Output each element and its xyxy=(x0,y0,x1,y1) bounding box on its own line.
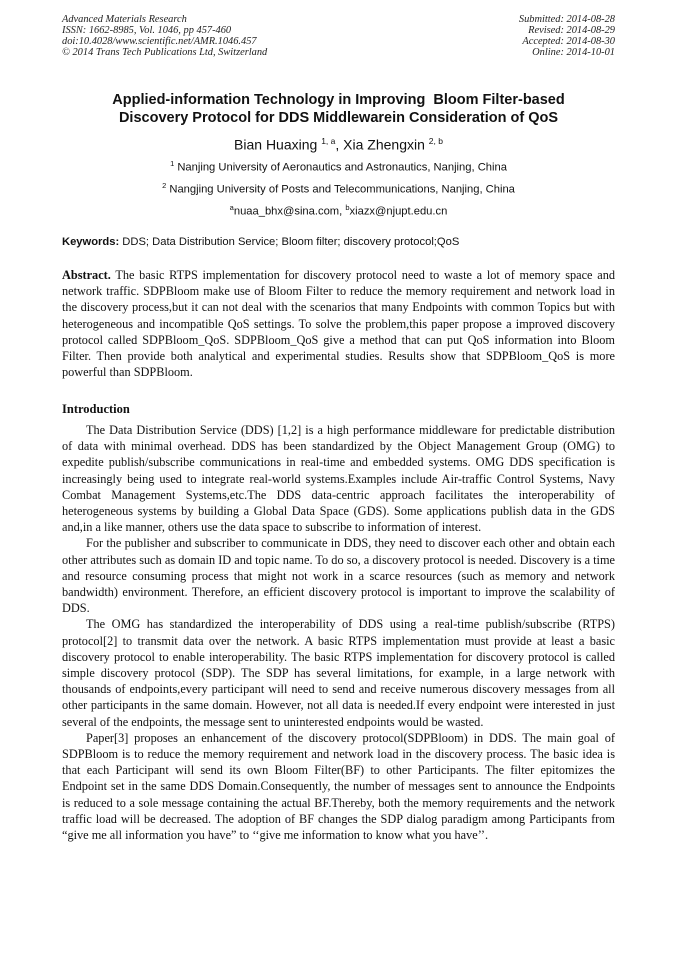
affiliation-1-number: 1 xyxy=(170,159,175,168)
keywords-label: Keywords: xyxy=(62,236,120,248)
revised-date: Revised: 2014-08-29 xyxy=(528,25,615,36)
paper-title xyxy=(62,91,615,127)
author-list xyxy=(62,132,615,154)
keywords-text: DDS; Data Distribution Service; Bloom filter; discovery protocol;QoS xyxy=(119,236,460,248)
affiliation-2 xyxy=(62,179,615,197)
author-1-affiliation: 1, a xyxy=(321,136,336,146)
journal-info xyxy=(62,14,267,58)
intro-paragraph: The Data Distribution Service (DDS) [1,2] is a high performance middleware for predictable distribution of data with minimal overhead. DDS has been standardized by the Object Management Group (OMG) to expedite publish/subscribe communications in real-time and embedded systems. OMG DDS specification is increasingly being used to integrate real-world systems.Examples include Air-traffic Control Systems, Navy Combat Management Systems,etc.The DDS data-centric approach facilitates the interoperability of heterogeneous systems by building a Global Data Space (GDS). Some applications publish data in the GDS and,in a like manner, others use the data space to subscribe to information of interest. xyxy=(62,423,615,535)
intro-paragraph: The OMG has standardized the interoperability of DDS using a real-time publish/subscribe (RTPS) protocol[2] to transmit data over the network. A basic RTPS implementation must provide at least a basic discovery protocol to enable interoperability. The basic RTPS implementation for discovery protocol is called simple discovery protocol (SDP). The SDP has several limitations, for example, in a large network with thousands of endpoints,every participant will need to send and receive numerous discovery messages from all other participants in the same domain. However, not all data is needed.If every endpoint were interested in just several of the endpoints, the message sent to uninterested endpoints would be wasted. xyxy=(62,617,615,729)
email-b-marker: b xyxy=(345,203,350,212)
abstract-label: Abstract. xyxy=(62,268,111,282)
affiliation-2-number: 2 xyxy=(162,181,167,190)
doi-line: doi:10.4028/www.scientific.net/AMR.1046.457 xyxy=(62,36,257,47)
author-1: Bian Huaxing xyxy=(234,136,318,153)
online-date: Online: 2014-10-01 xyxy=(532,47,615,58)
affiliation-1 xyxy=(62,157,615,175)
intro-paragraph: Paper[3] proposes an enhancement of the discovery protocol(SDPBloom) in DDS. The main goal of SDPBloom is to reduce the memory requirement and network load in the discovery process. The basic idea is that each Participant will send its own Bloom Filter(BF) to other Participants. The filter epitomizes the Endpoint set in the same DDS Domain.Consequently, the number of messages sent to announce the Endpoints is reduced to a sole message containing the actual BF.Thereby, both the memory requirements and the network traffic load will be decreased. The adoption of BF changes the SDP dialog paradigm among Participants from “give me all information you have” to ‘‘give me information to know what you have’’. xyxy=(62,730,615,843)
author-2-affiliation: 2, b xyxy=(428,136,443,146)
submitted-date: Submitted: 2014-08-28 xyxy=(518,14,615,25)
submission-dates xyxy=(519,14,615,58)
email-separator: , xyxy=(339,205,346,218)
author-2: Xia Zhengxin xyxy=(343,136,425,153)
title-line-1: Applied-information Technology in Improving Bloom Filter-based xyxy=(112,92,565,108)
keywords xyxy=(62,235,615,249)
title-line-2: Discovery Protocol for DDS Middlewarein Consideration of QoS xyxy=(118,110,559,126)
author-separator: , xyxy=(335,136,344,153)
abstract-text: The basic RTPS implementation for discovery protocol need to waste a lot of memory space and network traffic. SDPBloom make use of Bloom Filter to reduce the memory requirement and network load in the discovery process,but it can not deal with the scenarios that many Endpoints with common Topics but with heterogeneous and incompatible QoS settings. To solve the problem,this paper propose a improved discovery protocol called SDPBloom_QoS. SDPBloom_QoS give a method that can put QoS information into Bloom Filter. Then provide both analytical and experimental studies. Results show that SDPBloom_QoS is more powerful than SDPBloom. xyxy=(62,268,615,380)
affiliation-2-text: Nangjing University of Posts and Telecommunications, Nanjing, China xyxy=(169,183,515,196)
author-emails xyxy=(62,201,615,219)
affiliation-1-text: Nanjing University of Aeronautics and Astronautics, Nanjing, China xyxy=(177,161,507,174)
accepted-date: Accepted: 2014-08-30 xyxy=(522,36,615,47)
email-a-marker: a xyxy=(229,203,234,212)
introduction-body xyxy=(62,422,615,843)
email-b: xiazx@njupt.edu.cn xyxy=(349,205,448,218)
section-heading-introduction: Introduction xyxy=(62,402,130,416)
email-a: nuaa_bhx@sina.com xyxy=(233,205,340,218)
intro-paragraph: For the publisher and subscriber to communicate in DDS, they need to discover each other and obtain each other attributes such as domain ID and topic name. To do so, a discovery protocol is needed. Discovery is a time and resource consuming process that might not work in a scarce resources (such as memory and network bandwidth) environment. Therefore, an efficient discovery protocol is important to improve the scalability of DDS. xyxy=(62,536,615,616)
journal-name: Advanced Materials Research xyxy=(62,14,187,25)
abstract xyxy=(62,267,615,380)
copyright-line: © 2014 Trans Tech Publications Ltd, Switzerland xyxy=(62,47,268,58)
issn-line: ISSN: 1662-8985, Vol. 1046, pp 457-460 xyxy=(62,25,232,36)
